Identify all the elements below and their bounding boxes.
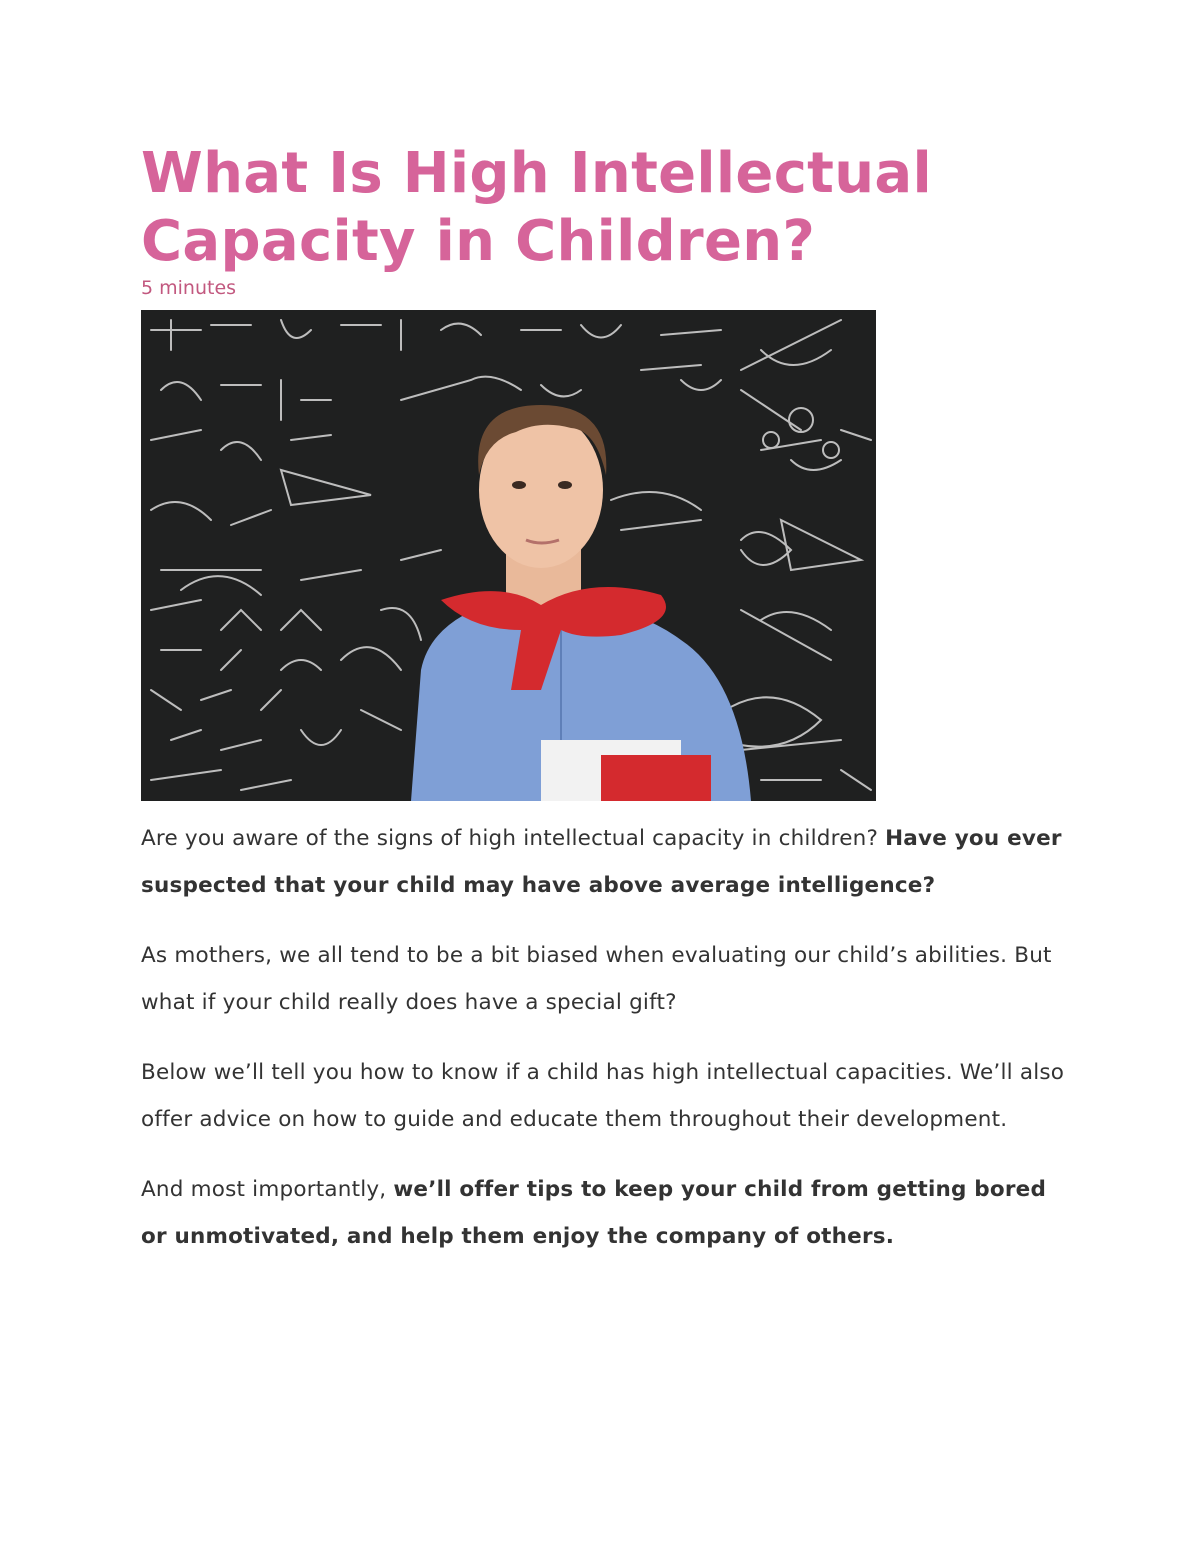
read-time: 5 minutes: [141, 277, 237, 299]
article-title: What Is High Intellectual Capacity in Children?: [141, 141, 933, 274]
paragraph-text: As mothers, we all tend to be a bit biased when evaluating our child’s abilities. But what if your child really does have a special gift?: [141, 943, 1052, 1015]
boy-at-chalkboard-illustration: [141, 310, 876, 801]
paragraph-tips: [141, 1166, 1071, 1260]
paragraph-text: Are you aware of the signs of high intellectual capacity in children?: [141, 826, 886, 851]
paragraph-bold-text: we’ll offer tips to keep your child from getting bored or unmotivated, and help them enjoy the company of others.: [141, 1177, 1047, 1249]
paragraph-text: And most importantly,: [141, 1177, 394, 1202]
paragraph-text: Below we’ll tell you how to know if a child has high intellectual capacities. We’ll also offer advice on how to guide and educate them throughout their development.: [141, 1060, 1065, 1132]
hero-image: [141, 310, 876, 801]
article: [141, 140, 1071, 1260]
paragraph-below: [141, 1049, 1071, 1143]
paragraph-mothers: [141, 932, 1071, 1026]
paragraph-intro: [141, 815, 1071, 909]
paragraph-bold-text: Have you ever suspected that your child may have above average intelligence?: [141, 826, 1062, 898]
